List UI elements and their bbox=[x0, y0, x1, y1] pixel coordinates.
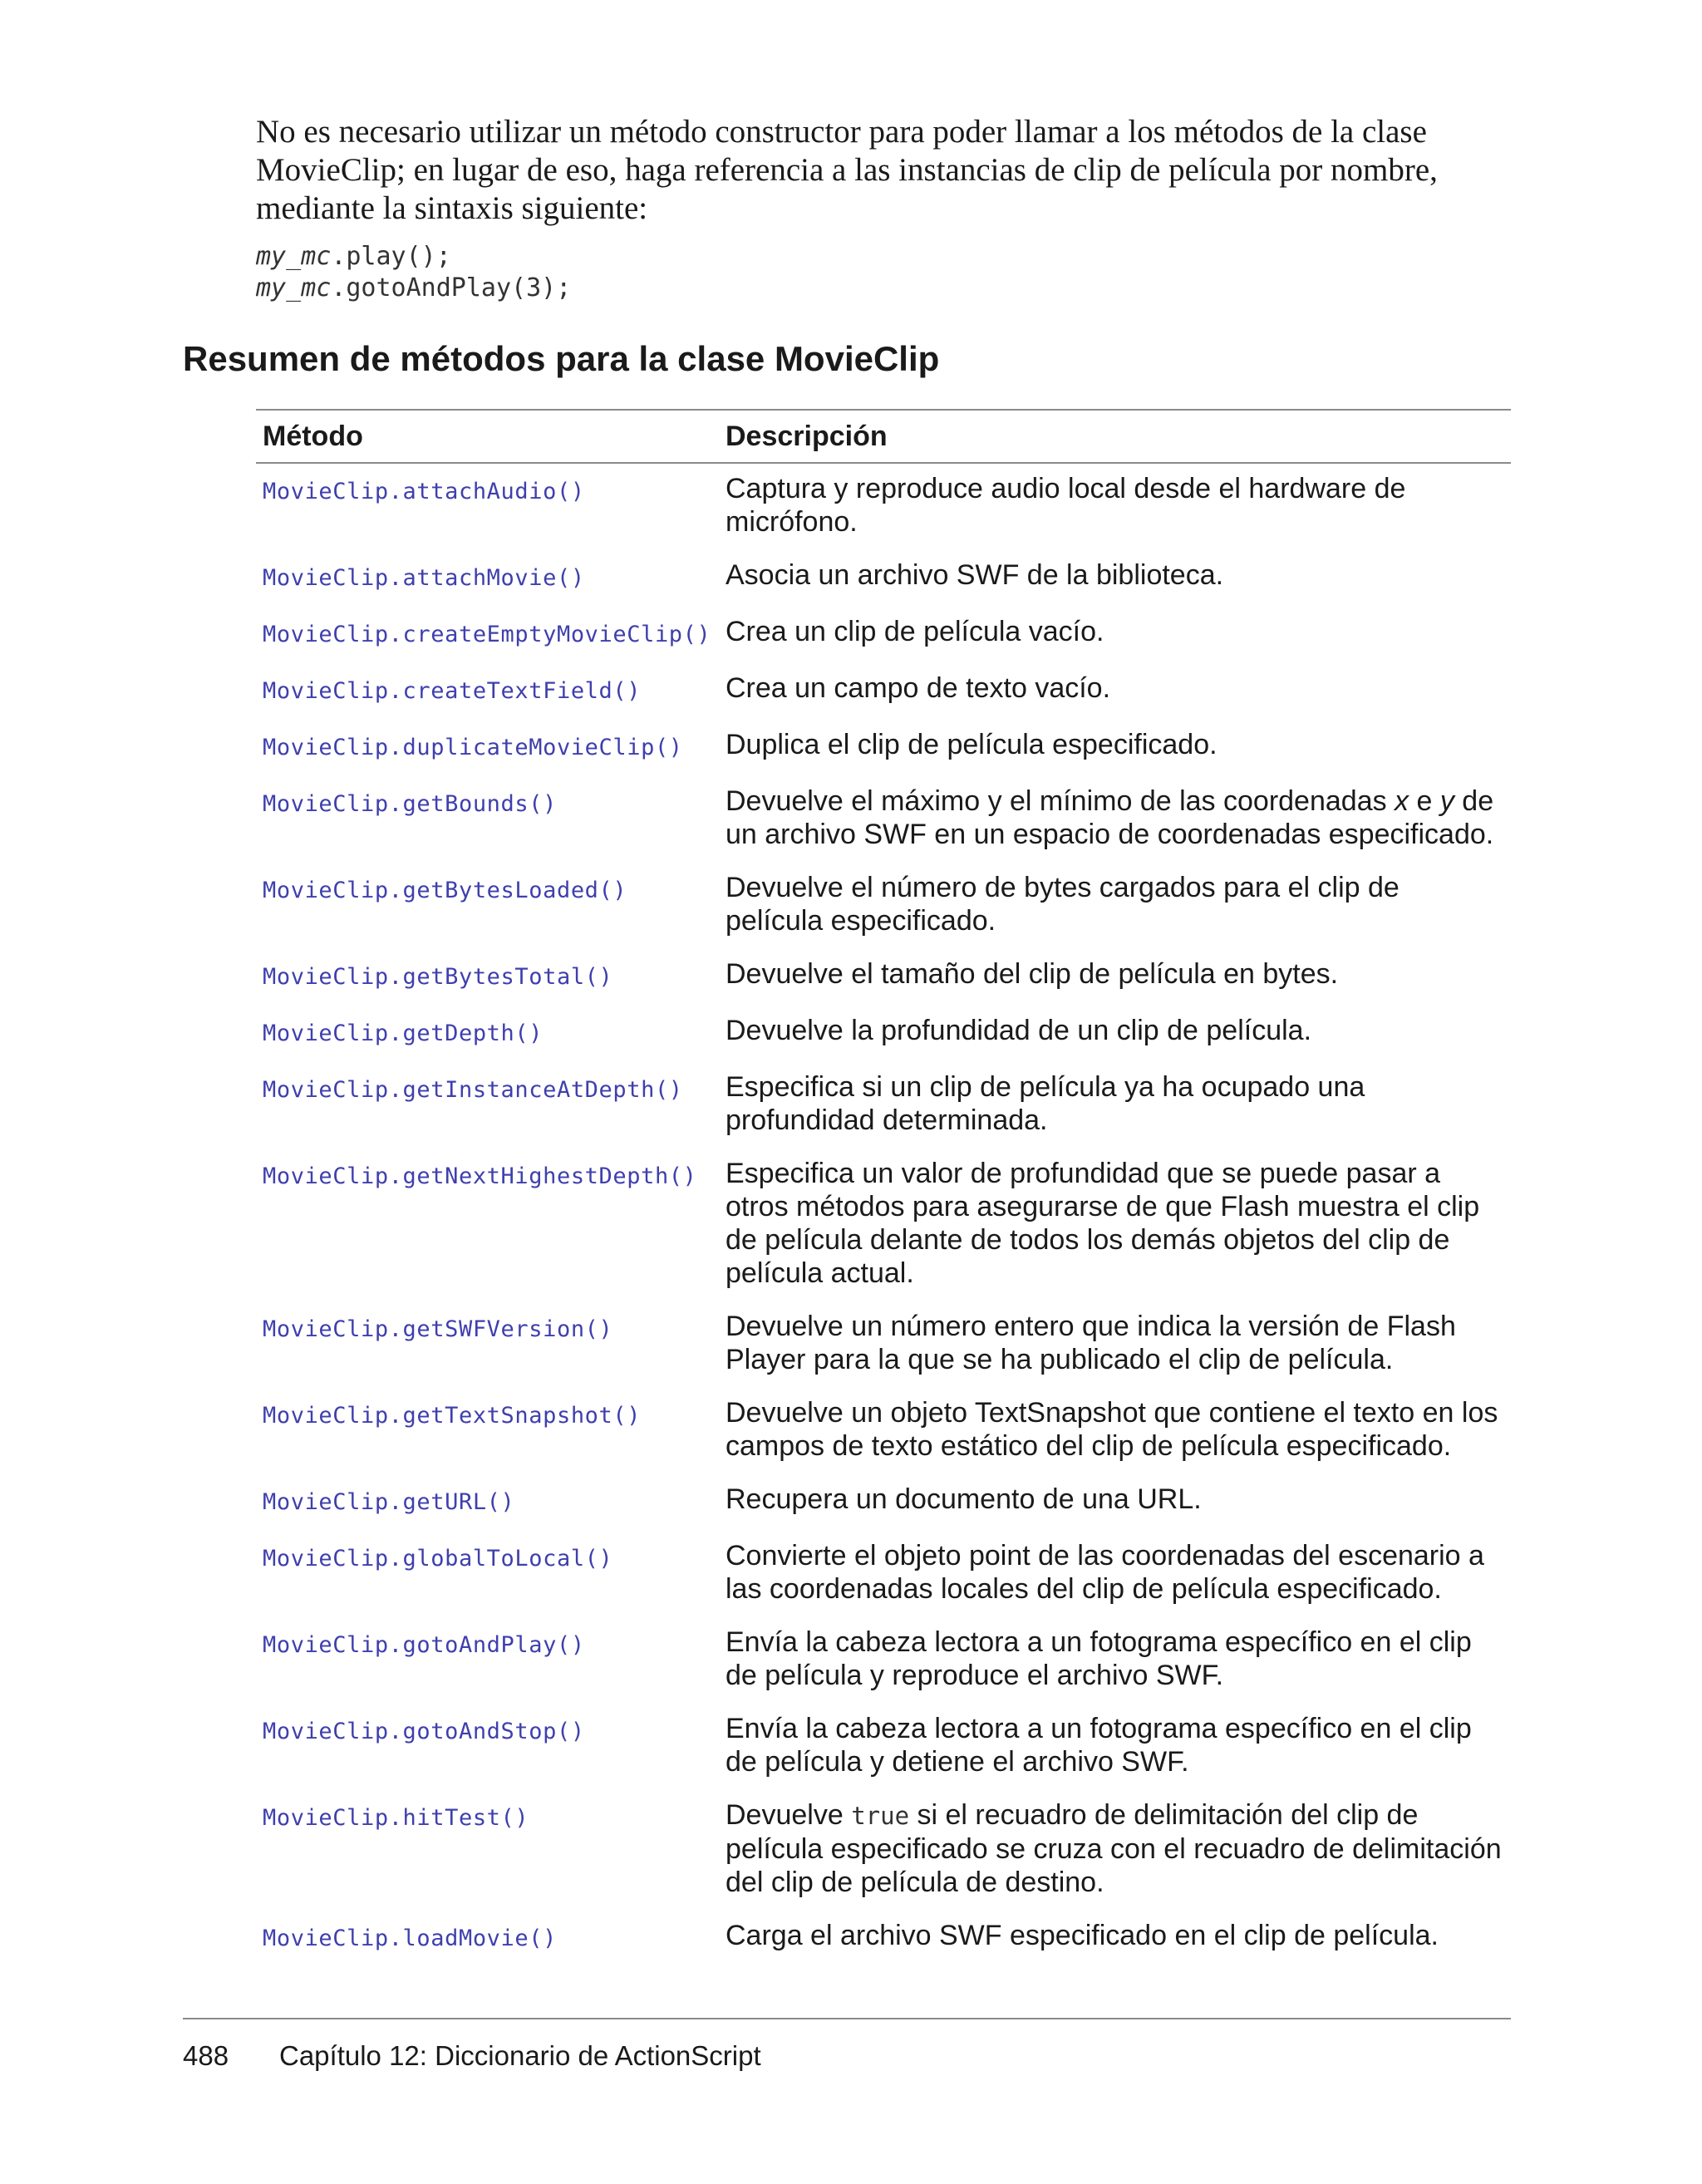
page-footer bbox=[183, 2038, 761, 2074]
description-text: y bbox=[1439, 785, 1454, 817]
description-text: Especifica si un clip de película ya ha ocupado una profundidad determinada. bbox=[726, 1071, 1365, 1136]
footer-divider bbox=[183, 2018, 1511, 2019]
description-text: Devuelve el número de bytes cargados para el clip de película especificado. bbox=[726, 872, 1399, 937]
description-text: Crea un clip de película vacío. bbox=[726, 616, 1104, 647]
section-heading: Resumen de métodos para la clase MovieClip bbox=[183, 339, 940, 378]
description-text: si el recuadro de delimitación del clip de película especificado se cruza con el recuadro de delimitación del clip de película de destino. bbox=[726, 1799, 1502, 1898]
description-text: x bbox=[1395, 785, 1409, 817]
table-row bbox=[256, 1919, 1511, 1955]
method-link[interactable]: MovieClip.getInstanceAtDepth() bbox=[263, 1077, 683, 1103]
method-link[interactable]: MovieClip.getBytesTotal() bbox=[263, 964, 613, 990]
method-description bbox=[726, 1310, 1511, 1376]
table-row bbox=[256, 1712, 1511, 1778]
description-text: Convierte el objeto point de las coordenadas del escenario a las coordenadas locales del clip de película especificado. bbox=[726, 1540, 1484, 1605]
table-row bbox=[256, 728, 1511, 765]
method-description bbox=[726, 1157, 1511, 1290]
inline-code: true bbox=[851, 1802, 910, 1830]
code-example bbox=[256, 241, 571, 304]
table-row bbox=[256, 671, 1511, 708]
method-link[interactable]: MovieClip.attachAudio() bbox=[263, 479, 585, 504]
header-description: Descripción bbox=[726, 420, 888, 452]
method-link[interactable]: MovieClip.getSWFVersion() bbox=[263, 1316, 613, 1342]
method-description bbox=[726, 1014, 1511, 1047]
method-link[interactable]: MovieClip.gotoAndStop() bbox=[263, 1719, 585, 1744]
description-text: Especifica un valor de profundidad que se puede pasar a otros métodos para asegurarse de que Flash muestra el clip de película delante de todos los demás objetos del clip de película actual. bbox=[726, 1158, 1480, 1289]
methods-table bbox=[256, 409, 1511, 1975]
method-description bbox=[726, 1396, 1511, 1463]
table-row bbox=[256, 1798, 1511, 1899]
table-row bbox=[256, 1070, 1511, 1137]
method-link[interactable]: MovieClip.attachMovie() bbox=[263, 565, 585, 591]
table-row bbox=[256, 1539, 1511, 1606]
table-row bbox=[256, 957, 1511, 994]
code-call: .play(); bbox=[331, 242, 451, 271]
method-description bbox=[726, 871, 1511, 937]
method-link[interactable]: MovieClip.getDepth() bbox=[263, 1021, 544, 1046]
table-row bbox=[256, 472, 1511, 539]
method-description bbox=[726, 785, 1511, 851]
table-row bbox=[256, 1626, 1511, 1692]
description-text: Envía la cabeza lectora a un fotograma específico en el clip de película y reproduce el archivo SWF. bbox=[726, 1626, 1472, 1691]
table-row bbox=[256, 1014, 1511, 1050]
table-row bbox=[256, 558, 1511, 595]
method-link[interactable]: MovieClip.getTextSnapshot() bbox=[263, 1403, 642, 1429]
method-link[interactable]: MovieClip.getBounds() bbox=[263, 791, 557, 817]
method-description bbox=[726, 671, 1511, 705]
method-description bbox=[726, 728, 1511, 761]
table-row bbox=[256, 871, 1511, 937]
description-text: de un archivo SWF en un espacio de coordenadas especificado. bbox=[726, 785, 1494, 850]
table-row bbox=[256, 1483, 1511, 1519]
description-text: Devuelve el tamaño del clip de película en bytes. bbox=[726, 958, 1339, 990]
page-number: 488 bbox=[183, 2040, 229, 2071]
method-link[interactable]: MovieClip.createEmptyMovieClip() bbox=[263, 622, 711, 647]
code-line bbox=[256, 273, 571, 304]
description-text: Asocia un archivo SWF de la biblioteca. bbox=[726, 559, 1224, 591]
code-object: my_mc bbox=[256, 242, 332, 271]
method-description bbox=[726, 1539, 1511, 1606]
code-line bbox=[256, 241, 571, 273]
method-link[interactable]: MovieClip.getBytesLoaded() bbox=[263, 878, 627, 903]
method-description bbox=[726, 615, 1511, 648]
chapter-title: Capítulo 12: Diccionario de ActionScript bbox=[279, 2040, 761, 2071]
method-description bbox=[726, 957, 1511, 991]
method-description bbox=[726, 1070, 1511, 1137]
description-text: Devuelve el máximo y el mínimo de las coordenadas bbox=[726, 785, 1395, 817]
method-link[interactable]: MovieClip.getURL() bbox=[263, 1489, 515, 1515]
description-text: Captura y reproduce audio local desde el hardware de micrófono. bbox=[726, 473, 1406, 538]
method-description bbox=[726, 472, 1511, 539]
intro-paragraph: No es necesario utilizar un método constructor para poder llamar a los métodos de la clase MovieClip; en lugar de eso, haga referencia a las instancias de clip de película por nombre, mediante la sintaxis siguiente: bbox=[256, 114, 1438, 226]
method-link[interactable]: MovieClip.getNextHighestDepth() bbox=[263, 1163, 697, 1189]
method-description bbox=[726, 1919, 1511, 1952]
table-row bbox=[256, 785, 1511, 851]
description-text: Devuelve bbox=[726, 1799, 852, 1831]
description-text: Carga el archivo SWF especificado en el clip de película. bbox=[726, 1920, 1439, 1951]
description-text: Duplica el clip de película especificado. bbox=[726, 729, 1217, 760]
description-text: Recupera un documento de una URL. bbox=[726, 1483, 1202, 1515]
table-header bbox=[256, 409, 1511, 464]
table-row bbox=[256, 615, 1511, 652]
table-row bbox=[256, 1157, 1511, 1290]
method-description bbox=[726, 1483, 1511, 1516]
description-text: Crea un campo de texto vacío. bbox=[726, 672, 1111, 704]
table-row bbox=[256, 1310, 1511, 1376]
method-link[interactable]: MovieClip.globalToLocal() bbox=[263, 1546, 613, 1572]
method-link[interactable]: MovieClip.duplicateMovieClip() bbox=[263, 735, 683, 760]
description-text: e bbox=[1409, 785, 1440, 817]
method-description bbox=[726, 558, 1511, 592]
table-body bbox=[256, 464, 1511, 1955]
description-text: Envía la cabeza lectora a un fotograma específico en el clip de película y detiene el archivo SWF. bbox=[726, 1713, 1472, 1778]
method-link[interactable]: MovieClip.gotoAndPlay() bbox=[263, 1632, 585, 1658]
code-call: .gotoAndPlay(3); bbox=[331, 273, 572, 303]
description-text: Devuelve la profundidad de un clip de película. bbox=[726, 1015, 1312, 1046]
table-row bbox=[256, 1396, 1511, 1463]
method-description bbox=[726, 1626, 1511, 1692]
method-link[interactable]: MovieClip.createTextField() bbox=[263, 678, 642, 704]
code-object: my_mc bbox=[256, 273, 332, 303]
method-link[interactable]: MovieClip.hitTest() bbox=[263, 1805, 529, 1831]
method-description bbox=[726, 1712, 1511, 1778]
description-text: Devuelve un objeto TextSnapshot que contiene el texto en los campos de texto estático del clip de película especificado. bbox=[726, 1397, 1498, 1462]
header-method: Método bbox=[263, 420, 363, 452]
method-link[interactable]: MovieClip.loadMovie() bbox=[263, 1926, 557, 1951]
description-text: Devuelve un número entero que indica la versión de Flash Player para la que se ha publicado el clip de película. bbox=[726, 1311, 1456, 1375]
method-description bbox=[726, 1798, 1511, 1899]
